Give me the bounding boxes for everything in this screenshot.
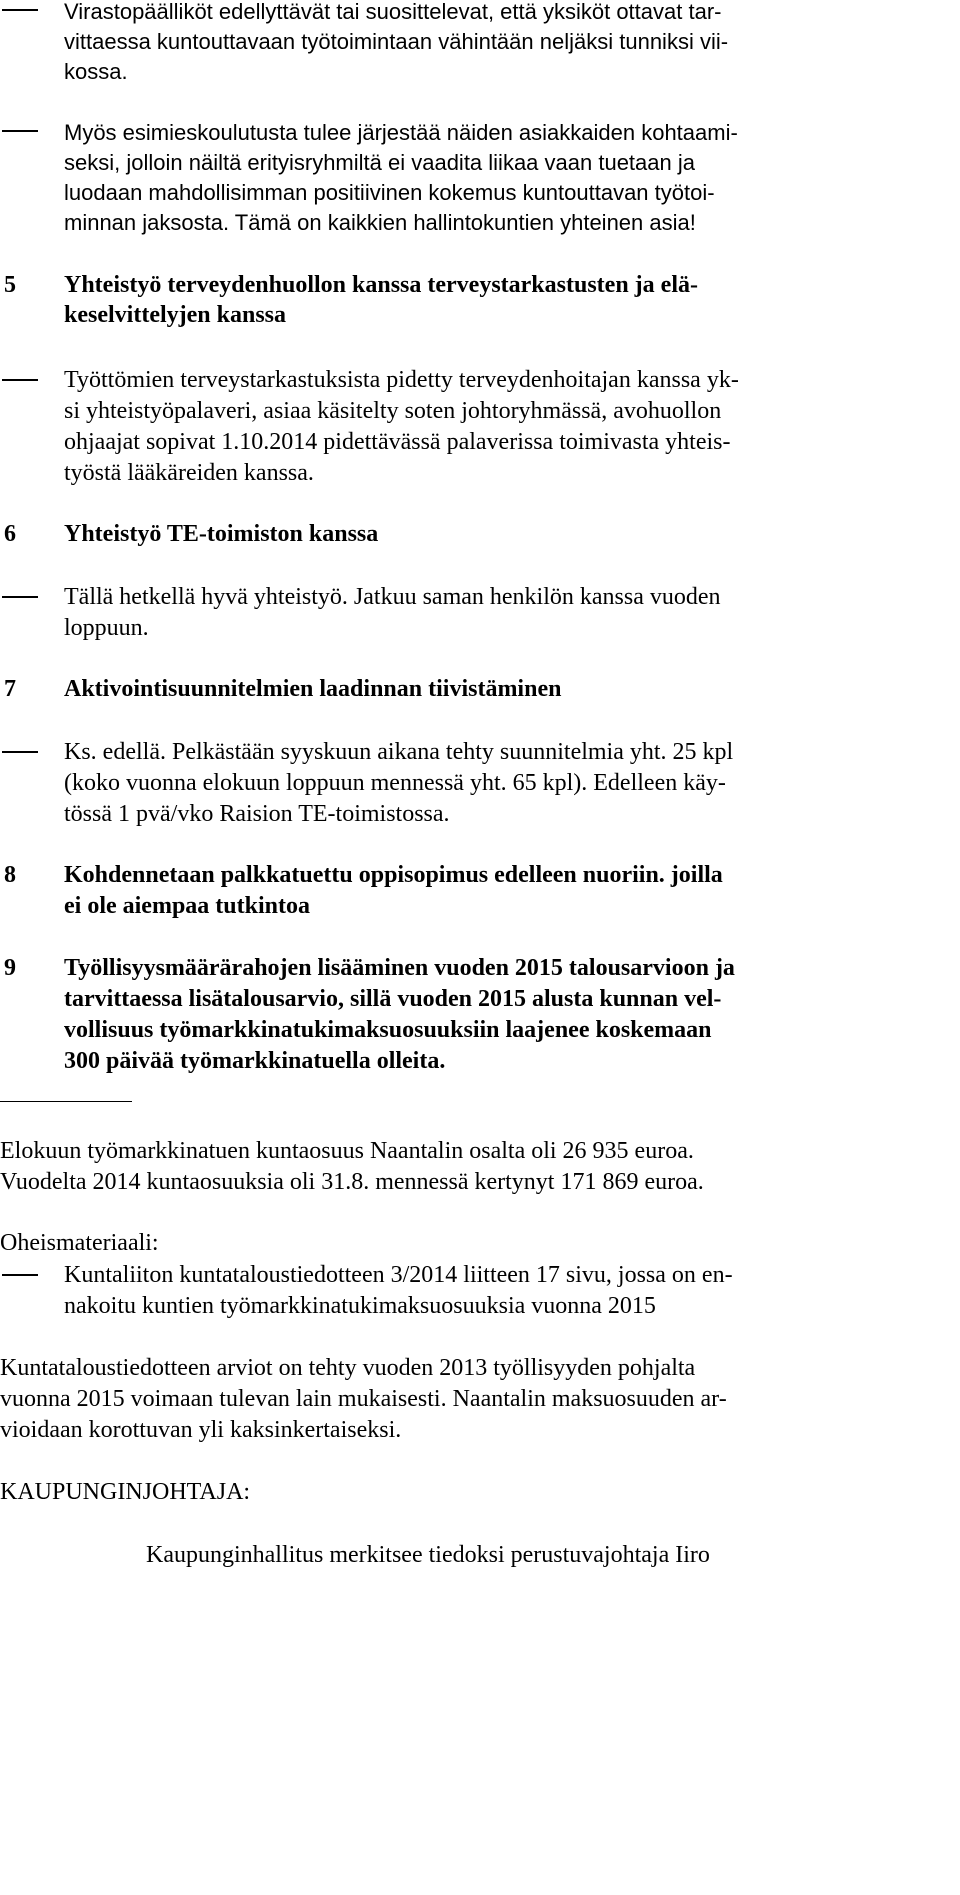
attachments-line-1: Kuntaliiton kuntataloustiedotteen 3/2014 liitteen 17 sivu, jossa on en- bbox=[64, 1262, 733, 1288]
section-5-heading-line-1: Yhteistyö terveydenhuollon kanssa terveystarkastusten ja elä- bbox=[64, 272, 698, 298]
section-9-number: 9 bbox=[4, 955, 16, 981]
bullet-2-line-2: seksi, jolloin näiltä erityisryhmiltä ei vaadita liikaa vaan tuetaan ja bbox=[64, 150, 695, 175]
section-8-number: 8 bbox=[4, 862, 16, 888]
estimate-line-3: vioidaan korottuvan yli kaksinkertaiseksi. bbox=[0, 1417, 402, 1443]
bullet-1-line-2: vittaessa kuntouttavaan työtoimintaan vähintään neljäksi tunniksi vii- bbox=[64, 29, 729, 54]
estimate-line-1: Kuntataloustiedotteen arviot on tehty vuoden 2013 työllisyyden pohjalta bbox=[0, 1355, 696, 1381]
section-5-heading-line-2: keselvittelyjen kanssa bbox=[64, 302, 286, 328]
dash-section-7 bbox=[2, 751, 38, 753]
info-line-1: Elokuun työmarkkinatuen kuntaosuus Naantalin osalta oli 26 935 euroa. bbox=[0, 1138, 694, 1164]
section-9-heading-line-4: 300 päivää työmarkkinatuella olleita. bbox=[64, 1048, 446, 1074]
section-5-text-line-1: Työttömien terveystarkastuksista pidetty terveydenhoitajan kanssa yk- bbox=[64, 367, 739, 393]
section-9-heading-line-2: tarvittaessa lisätalousarvio, sillä vuoden 2015 alusta kunnan vel- bbox=[64, 986, 722, 1012]
mayor-proposal: Kaupunginhallitus merkitsee tiedoksi perustuvajohtaja Iiro bbox=[146, 1542, 710, 1568]
bullet-2-line-4: minnan jaksosta. Tämä on kaikkien hallintokuntien yhteinen asia! bbox=[64, 210, 696, 235]
section-7-text-line-2: (koko vuonna elokuun loppuun mennessä yht. 65 kpl). Edelleen käy- bbox=[64, 770, 726, 796]
section-5-text-line-3: ohjaajat sopivat 1.10.2014 pidettävässä palaverissa toimivasta yhteis- bbox=[64, 429, 731, 455]
bullet-2-line-1: Myös esimieskoulutusta tulee järjestää näiden asiakkaiden kohtaami- bbox=[64, 120, 738, 145]
section-6-text-line-1: Tällä hetkellä hyvä yhteistyö. Jatkuu saman henkilön kanssa vuoden bbox=[64, 584, 721, 610]
attachments-line-2: nakoitu kuntien työmarkkinatukimaksuosuuksia vuonna 2015 bbox=[64, 1293, 656, 1319]
section-7-text-line-3: tössä 1 pvä/vko Raision TE-toimistossa. bbox=[64, 801, 450, 827]
attachments-label: Oheismateriaali: bbox=[0, 1230, 159, 1256]
estimate-line-2: vuonna 2015 voimaan tulevan lain mukaisesti. Naantalin maksuosuuden ar- bbox=[0, 1386, 727, 1412]
section-divider bbox=[0, 1101, 132, 1102]
dash-section-6 bbox=[2, 596, 38, 598]
dash-section-5 bbox=[2, 379, 38, 381]
section-6-heading: Yhteistyö TE-toimiston kanssa bbox=[64, 521, 379, 547]
section-7-text-line-1: Ks. edellä. Pelkästään syyskuun aikana tehty suunnitelmia yht. 25 kpl bbox=[64, 739, 734, 765]
bullet-1-line-1: Virastopäälliköt edellyttävät tai suosittelevat, että yksiköt ottavat tar- bbox=[64, 0, 722, 24]
section-7-heading: Aktivointisuunnitelmien laadinnan tiivistäminen bbox=[64, 676, 562, 702]
section-6-text-line-2: loppuun. bbox=[64, 615, 149, 641]
bullet-1-line-3: kossa. bbox=[64, 59, 128, 84]
section-9-heading-line-1: Työllisyysmäärärahojen lisääminen vuoden 2015 talousarvioon ja bbox=[64, 955, 735, 981]
section-9-heading-line-3: vollisuus työmarkkinatukimaksuosuuksiin laajenee koskemaan bbox=[64, 1017, 712, 1043]
section-8-heading-line-1: Kohdennetaan palkkatuettu oppisopimus edelleen nuoriin. joilla bbox=[64, 862, 723, 888]
section-7-number: 7 bbox=[4, 676, 16, 702]
section-6-number: 6 bbox=[4, 521, 16, 547]
bullet-2-line-3: luodaan mahdollisimman positiivinen kokemus kuntouttavan työtoi- bbox=[64, 180, 715, 205]
section-8-heading-line-2: ei ole aiempaa tutkintoa bbox=[64, 893, 310, 919]
section-5-text-line-4: työstä lääkäreiden kanssa. bbox=[64, 460, 314, 486]
dash-bullet-2 bbox=[2, 130, 38, 132]
section-5-text-line-2: si yhteistyöpalaveri, asiaa käsitelty soten johtoryhmässä, avohuollon bbox=[64, 398, 722, 424]
info-line-2: Vuodelta 2014 kuntaosuuksia oli 31.8. mennessä kertynyt 171 869 euroa. bbox=[0, 1169, 704, 1195]
section-5-number: 5 bbox=[4, 272, 16, 298]
dash-attachments bbox=[2, 1274, 38, 1276]
mayor-label: KAUPUNGINJOHTAJA: bbox=[0, 1479, 251, 1505]
dash-bullet-1 bbox=[2, 9, 38, 11]
